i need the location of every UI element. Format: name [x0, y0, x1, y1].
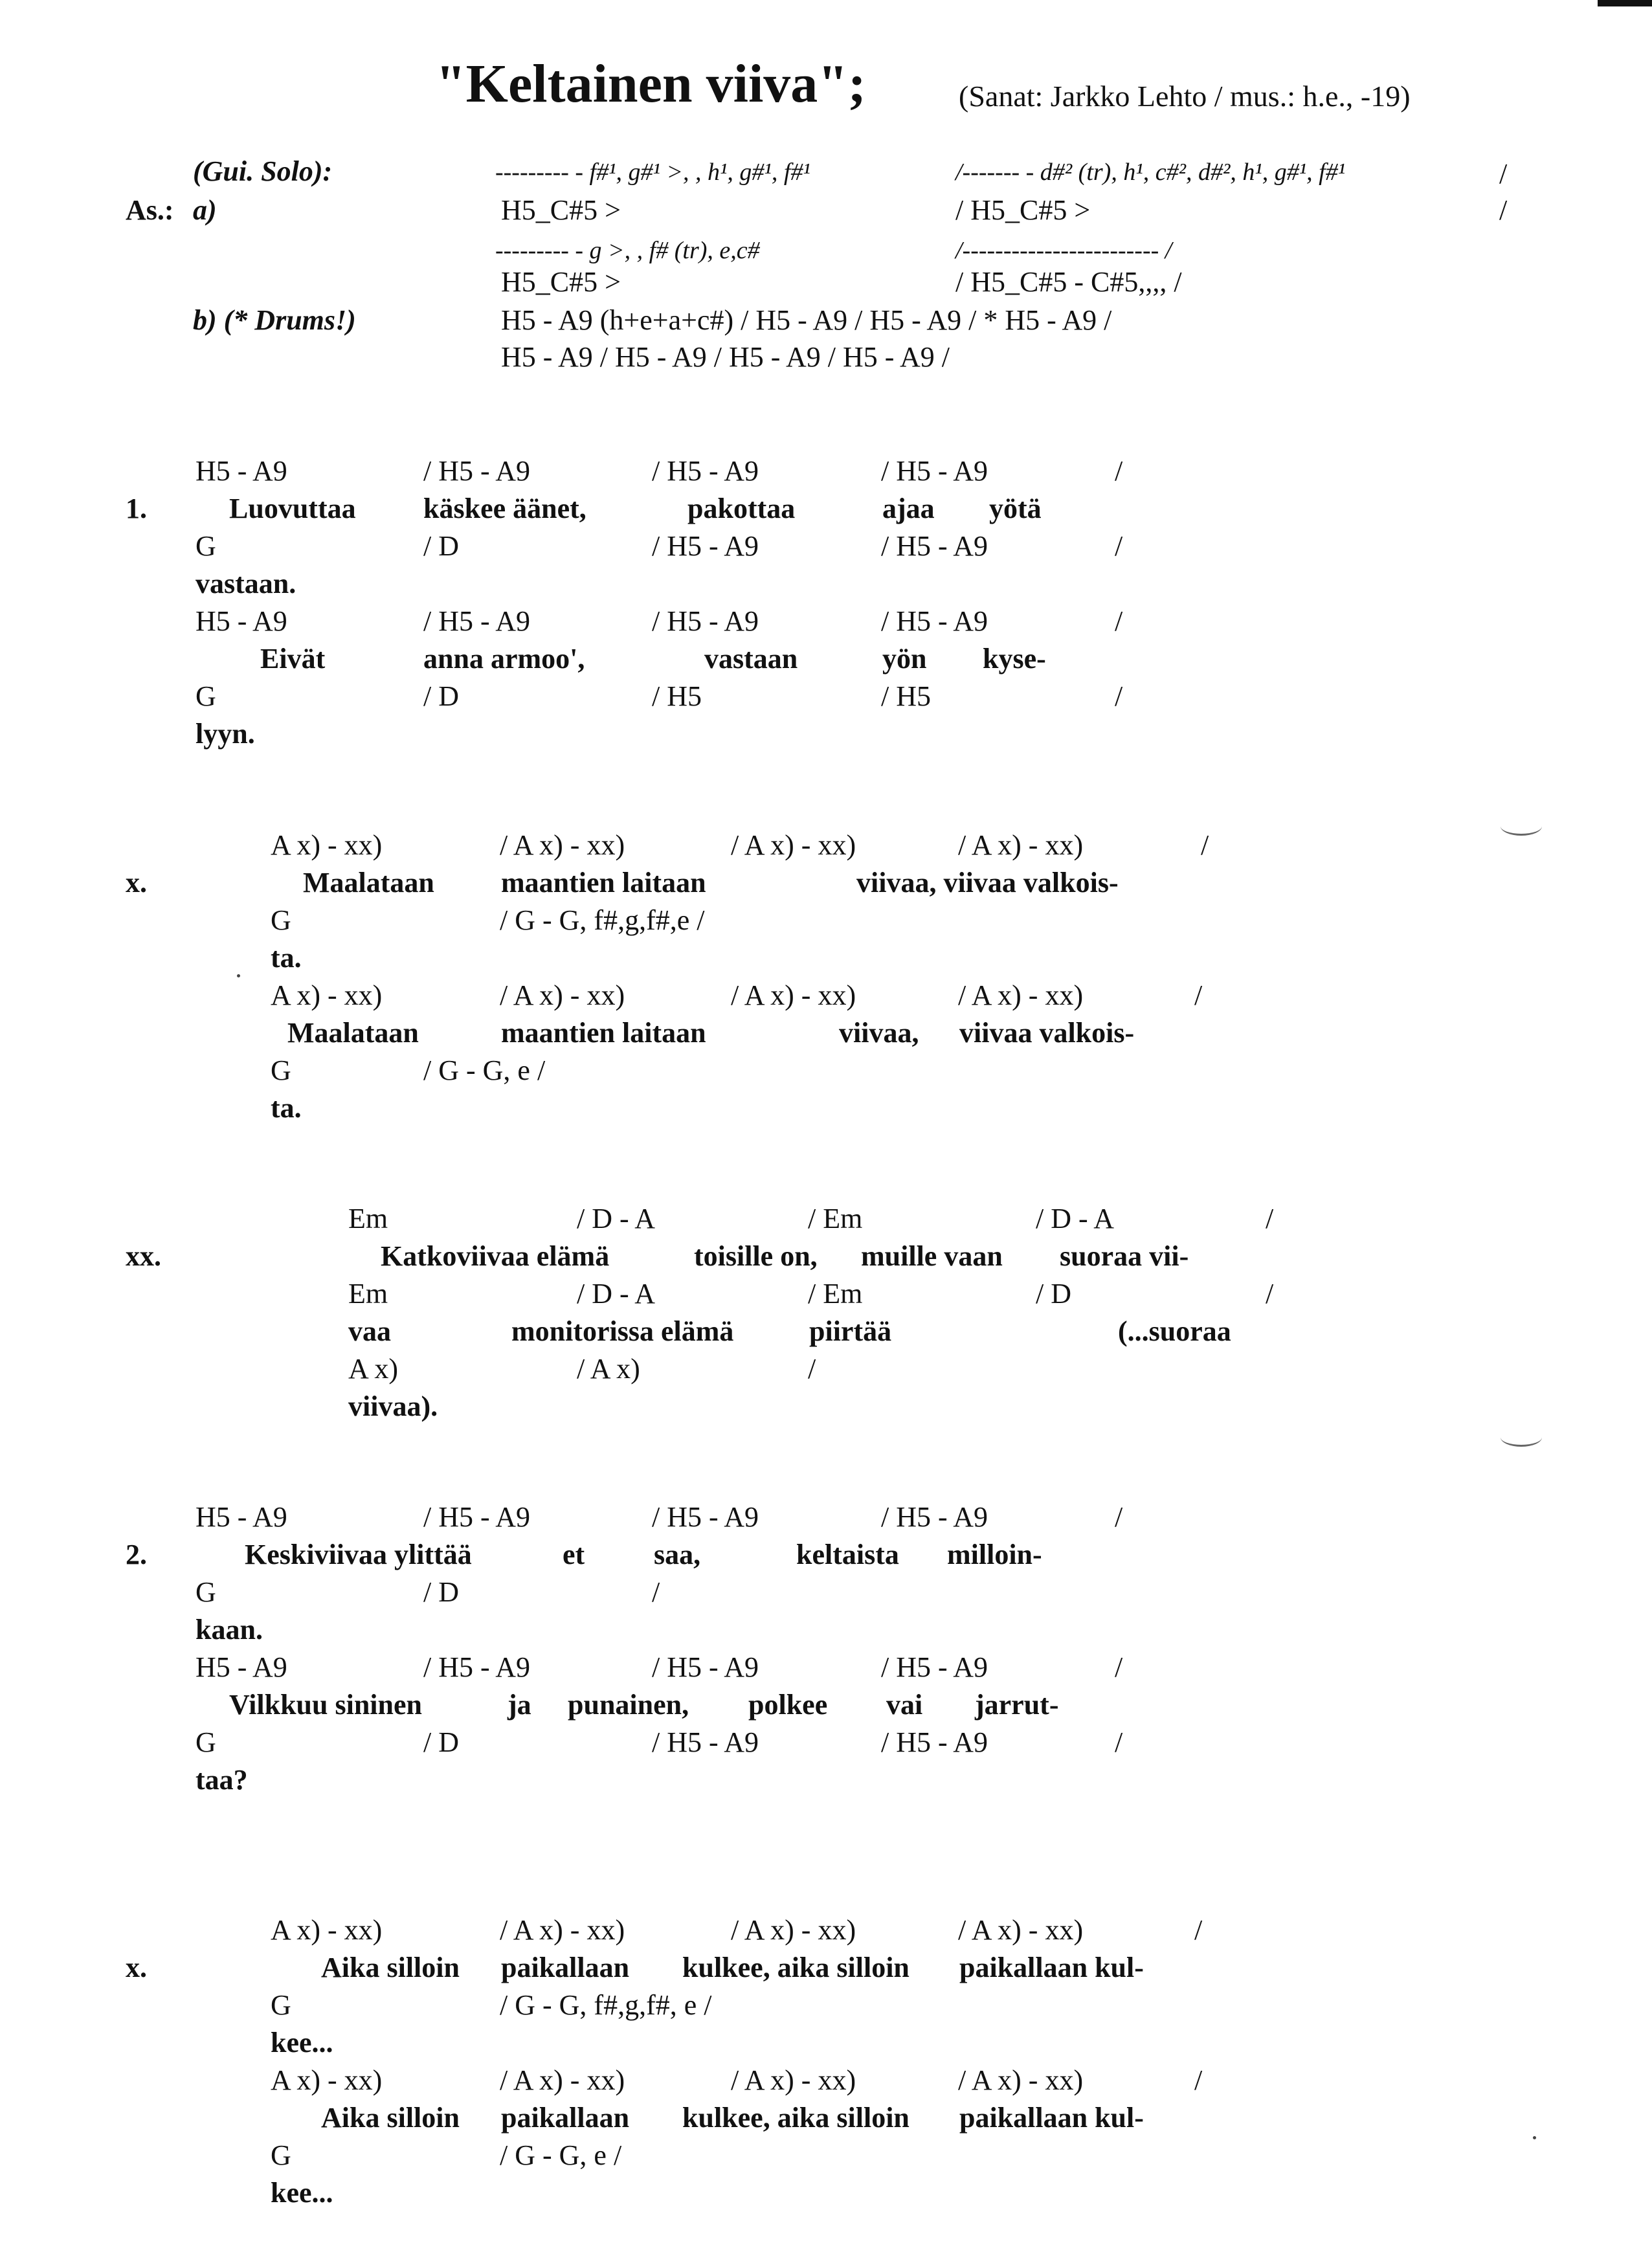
- lyric: kyse-: [983, 643, 1046, 674]
- intro-chord: / H5_C#5 >: [955, 194, 1091, 226]
- lyric: Maalataan: [287, 1017, 419, 1049]
- lyric: ta.: [271, 1092, 302, 1124]
- chord: / A x) - xx): [731, 979, 856, 1011]
- chord: / D - A: [1036, 1203, 1114, 1234]
- chord: / A x) - xx): [958, 1914, 1084, 1946]
- lyric: milloin-: [947, 1539, 1042, 1570]
- lyric: muille vaan: [861, 1240, 1003, 1272]
- lyric: suoraa vii-: [1060, 1240, 1189, 1272]
- chord: H5 - A9: [195, 1651, 287, 1683]
- lyric: vai: [886, 1689, 923, 1721]
- chord: G: [271, 1989, 291, 2021]
- lyric: paikallaan: [501, 1952, 630, 1983]
- chord: Em: [348, 1203, 388, 1234]
- chord: / H5: [881, 680, 931, 712]
- lyric: toisille on,: [694, 1240, 818, 1272]
- lyric: paikallaan: [501, 2102, 630, 2134]
- bar-end: /: [1115, 1726, 1123, 1758]
- chord: / H5 - A9: [881, 1726, 988, 1758]
- chord: A x) - xx): [271, 979, 383, 1011]
- chord: G: [271, 1054, 291, 1086]
- lyric: vastaan.: [195, 568, 296, 599]
- intro-drum-bars-2: H5 - A9 / H5 - A9 / H5 - A9 / H5 - A9 /: [501, 341, 950, 373]
- chord: / D: [423, 530, 459, 562]
- lyric: kaan.: [195, 1614, 263, 1645]
- chord: / D: [423, 1726, 459, 1758]
- chord: / A x) - xx): [500, 1914, 625, 1946]
- chord: / A x) - xx): [731, 2064, 856, 2096]
- chord: A x) - xx): [271, 2064, 383, 2096]
- chord: / H5 - A9: [423, 455, 530, 487]
- chord: / H5 - A9: [881, 1651, 988, 1683]
- lyric: kee...: [271, 2027, 333, 2058]
- scan-artifact: [1533, 2136, 1536, 2139]
- lyric: viivaa, viivaa valkois-: [856, 867, 1119, 898]
- lyric: vastaan: [704, 643, 798, 674]
- intro-drum-bars-1: H5 - A9 (h+e+a+c#) / H5 - A9 / H5 - A9 / * H5 - A9 /: [501, 304, 1112, 336]
- intro-bar-end: /: [1499, 158, 1508, 190]
- lyric: ja: [508, 1689, 531, 1721]
- section-marker: 2.: [126, 1539, 147, 1570]
- bar-end: /: [1115, 455, 1123, 487]
- lyric: Vilkkuu sininen: [229, 1689, 422, 1721]
- intro-solo-line-2b: /------------------------ /: [955, 237, 1172, 264]
- section-marker: xx.: [126, 1240, 161, 1272]
- lyric: yön: [882, 643, 927, 674]
- chord: / H5 - A9: [423, 1501, 530, 1533]
- lyric: Maalataan: [303, 867, 434, 898]
- bar-end: /: [1201, 829, 1209, 861]
- intro-chord: / H5_C#5 - C#5,,,, /: [955, 266, 1182, 298]
- chord: G: [271, 2139, 291, 2171]
- lyric: Aika silloin: [321, 2102, 460, 2134]
- chord: / A x) - xx): [500, 979, 625, 1011]
- chord: H5 - A9: [195, 1501, 287, 1533]
- chord: / A x): [577, 1353, 640, 1385]
- intro-solo-line-1b: /------- - d#² (tr), h¹, c#², d#², h¹, g#¹, f#¹: [955, 159, 1346, 186]
- lyric: polkee: [748, 1689, 828, 1721]
- section-marker: 1.: [126, 493, 147, 524]
- lyric: et: [563, 1539, 585, 1570]
- scan-artifact: [1501, 817, 1542, 836]
- chord: / H5 - A9: [652, 455, 759, 487]
- bar-end: /: [1194, 1914, 1203, 1946]
- intro-chord: H5_C#5 >: [501, 194, 621, 226]
- lyric: yötä: [989, 493, 1042, 524]
- bar-end: /: [1115, 605, 1123, 637]
- chord: G: [195, 680, 216, 712]
- bar-end: /: [1115, 1501, 1123, 1533]
- chord: / A x) - xx): [731, 1914, 856, 1946]
- chord: / H5 - A9: [652, 1726, 759, 1758]
- lyric: (...suoraa: [1118, 1315, 1231, 1347]
- bar-end: /: [808, 1353, 816, 1385]
- chord: / H5 - A9: [881, 455, 988, 487]
- lyric: ta.: [271, 942, 302, 974]
- lyric: paikallaan kul-: [959, 2102, 1144, 2134]
- lyric: piirtää: [809, 1315, 892, 1347]
- lyric: Luovuttaa: [229, 493, 356, 524]
- chord: G: [195, 530, 216, 562]
- lyric: paikallaan kul-: [959, 1952, 1144, 1983]
- chord: A x) - xx): [271, 1914, 383, 1946]
- lyric: anna armoo',: [423, 643, 585, 674]
- chord: H5 - A9: [195, 605, 287, 637]
- bar-end: /: [652, 1576, 660, 1608]
- bar-end: /: [1115, 680, 1123, 712]
- lyric: jarrut-: [975, 1689, 1059, 1721]
- chord: A x) - xx): [271, 829, 383, 861]
- bar-end: /: [1115, 530, 1123, 562]
- section-marker: x.: [126, 867, 147, 898]
- lyric: saa,: [654, 1539, 701, 1570]
- lyric: käskee äänet,: [423, 493, 586, 524]
- chord: / H5 - A9: [881, 1501, 988, 1533]
- chord: / H5 - A9: [652, 1501, 759, 1533]
- lyric: kulkee, aika silloin: [682, 2102, 910, 2134]
- chord: / G - G, e /: [423, 1054, 546, 1086]
- lyric: kulkee, aika silloin: [682, 1952, 910, 1983]
- chord: / H5 - A9: [423, 605, 530, 637]
- chord: / A x) - xx): [500, 2064, 625, 2096]
- bar-end: /: [1266, 1203, 1274, 1234]
- intro-solo-line-2a: --------- - g >, , f# (tr), e,c#: [495, 237, 760, 264]
- chord: G: [195, 1726, 216, 1758]
- lyric: Keskiviivaa ylittää: [245, 1539, 472, 1570]
- chord: / Em: [808, 1203, 863, 1234]
- chord: / H5 - A9: [881, 530, 988, 562]
- lyric: viivaa,: [839, 1017, 919, 1049]
- scan-corner-mark: [1598, 0, 1652, 6]
- intro-solo-line-1a: --------- - f#¹, g#¹ >, , h¹, g#¹, f#¹: [495, 159, 810, 186]
- intro-label: (Gui. Solo):: [193, 155, 333, 187]
- lyric: vaa: [348, 1315, 391, 1347]
- section-marker: x.: [126, 1952, 147, 1983]
- chord: / A x) - xx): [731, 829, 856, 861]
- intro-as-marker: As.:: [126, 194, 174, 226]
- chord: / G - G, e /: [500, 2139, 622, 2171]
- lyric: Eivät: [260, 643, 326, 674]
- lyric: keltaista: [796, 1539, 899, 1570]
- lyric: pakottaa: [687, 493, 796, 524]
- chord: / H5: [652, 680, 702, 712]
- chord: / D - A: [577, 1278, 655, 1310]
- lyric: monitorissa elämä: [511, 1315, 734, 1347]
- scan-artifact: [237, 974, 240, 977]
- lyric: viivaa).: [348, 1390, 438, 1422]
- chord: / Em: [808, 1278, 863, 1310]
- chord: / A x) - xx): [958, 829, 1084, 861]
- chord: / H5 - A9: [652, 605, 759, 637]
- chord: / D - A: [577, 1203, 655, 1234]
- scan-artifact: [1501, 1428, 1542, 1447]
- chord: / A x) - xx): [958, 979, 1084, 1011]
- intro-part-b: b) (* Drums!): [193, 304, 356, 336]
- chord: / A x) - xx): [500, 829, 625, 861]
- chord: / G - G, f#,g,f#, e /: [500, 1989, 712, 2021]
- chord: G: [195, 1576, 216, 1608]
- chord: / D: [1036, 1278, 1071, 1310]
- song-credits: (Sanat: Jarkko Lehto / mus.: h.e., -19): [959, 80, 1411, 113]
- lyric: punainen,: [568, 1689, 689, 1721]
- bar-end: /: [1266, 1278, 1274, 1310]
- chord: / H5 - A9: [652, 530, 759, 562]
- intro-part-a: a): [193, 194, 217, 226]
- bar-end: /: [1194, 979, 1203, 1011]
- chord: / G - G, f#,g,f#,e /: [500, 904, 705, 936]
- chord: / H5 - A9: [652, 1651, 759, 1683]
- chord: / D: [423, 680, 459, 712]
- intro-bar-end: /: [1499, 194, 1508, 226]
- lyric: Katkoviivaa elämä: [381, 1240, 610, 1272]
- chord: / D: [423, 1576, 459, 1608]
- lyric: maantien laitaan: [501, 867, 706, 898]
- song-title: "Keltainen viiva";: [436, 54, 866, 114]
- bar-end: /: [1194, 2064, 1203, 2096]
- lyric: taa?: [195, 1764, 248, 1796]
- chord: / H5 - A9: [423, 1651, 530, 1683]
- lyric: kee...: [271, 2177, 333, 2209]
- lyric: Aika silloin: [321, 1952, 460, 1983]
- chord: A x): [348, 1353, 398, 1385]
- chord: / H5 - A9: [881, 605, 988, 637]
- lyric: maantien laitaan: [501, 1017, 706, 1049]
- chord: / A x) - xx): [958, 2064, 1084, 2096]
- chord: H5 - A9: [195, 455, 287, 487]
- lyric: lyyn.: [195, 718, 255, 750]
- chord: Em: [348, 1278, 388, 1310]
- chord: G: [271, 904, 291, 936]
- bar-end: /: [1115, 1651, 1123, 1683]
- lyric: viivaa valkois-: [959, 1017, 1135, 1049]
- lyric: ajaa: [882, 493, 935, 524]
- intro-chord: H5_C#5 >: [501, 266, 621, 298]
